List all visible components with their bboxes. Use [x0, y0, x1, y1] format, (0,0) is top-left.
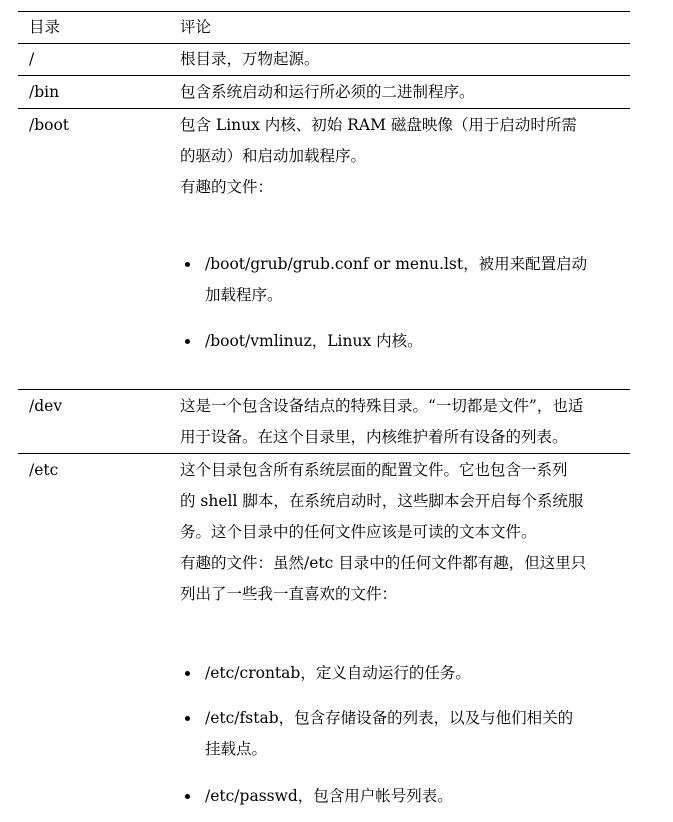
- comment-line: 的 shell 脚本，在系统启动时，这些脚本会开启每个系统服: [180, 492, 584, 510]
- bullet-text: /boot/vmlinuz，Linux 内核。: [205, 332, 423, 350]
- row-dir: /dev: [29, 397, 63, 415]
- table-row-rule: [18, 453, 630, 454]
- comment-line: 包含系统启动和运行所必须的二进制程序。: [180, 83, 475, 101]
- row-dir: /etc: [29, 461, 59, 479]
- table-row-rule: [18, 389, 630, 390]
- bullet-text: /boot/grub/grub.conf or menu.lst，被用来配置启动: [205, 255, 588, 273]
- row-comment: [180, 455, 630, 610]
- comment-line: 用于设备。在这个目录里，内核维护着所有设备的列表。: [180, 428, 568, 446]
- table-row-rule: [18, 75, 630, 76]
- bullet-text: /etc/crontab，定义自动运行的任务。: [205, 664, 471, 682]
- header-directory: 目录: [29, 18, 61, 36]
- comment-line: 列出了一些我一直喜欢的文件：: [180, 585, 398, 603]
- table-row-rule: [18, 108, 630, 109]
- row-comment: [180, 77, 630, 108]
- comment-line: 有趣的文件：虽然/etc 目录中的任何文件都有趣，但这里只: [180, 554, 587, 572]
- bullet-text: 挂载点。: [205, 740, 268, 758]
- comment-line: 有趣的文件：: [180, 178, 274, 196]
- bullet-icon: [185, 794, 190, 799]
- comment-line: 这个目录包含所有系统层面的配置文件。它也包含一系列: [180, 461, 568, 479]
- comment-line: 这是一个包含设备结点的特殊目录。“一切都是文件”，也适: [180, 397, 584, 415]
- row-comment: [180, 391, 630, 453]
- bullet-text: /etc/passwd，包含用户帐号列表。: [205, 787, 453, 805]
- bullet-icon: [185, 262, 190, 267]
- row-dir: /boot: [29, 116, 70, 134]
- comment-line: 的驱动）和启动加载程序。: [180, 147, 367, 165]
- row-dir: /: [29, 50, 35, 68]
- header-comment: 评论: [180, 18, 212, 36]
- comment-line: 包含 Linux 内核、初始 RAM 磁盘映像（用于启动时所需: [180, 116, 577, 134]
- row-comment: [180, 110, 630, 203]
- bullet-icon: [185, 671, 190, 676]
- comment-line: 务。这个目录中的任何文件应该是可读的文本文件。: [180, 523, 537, 541]
- bullet-icon: [185, 339, 190, 344]
- comment-line: 根目录，万物起源。: [180, 50, 320, 68]
- bullet-icon: [185, 716, 190, 721]
- row-comment: [180, 44, 630, 75]
- row-dir: /bin: [29, 83, 60, 101]
- bullet-text: 加载程序。: [205, 286, 283, 304]
- bullet-text: /etc/fstab，包含存储设备的列表，以及与他们相关的: [205, 709, 574, 727]
